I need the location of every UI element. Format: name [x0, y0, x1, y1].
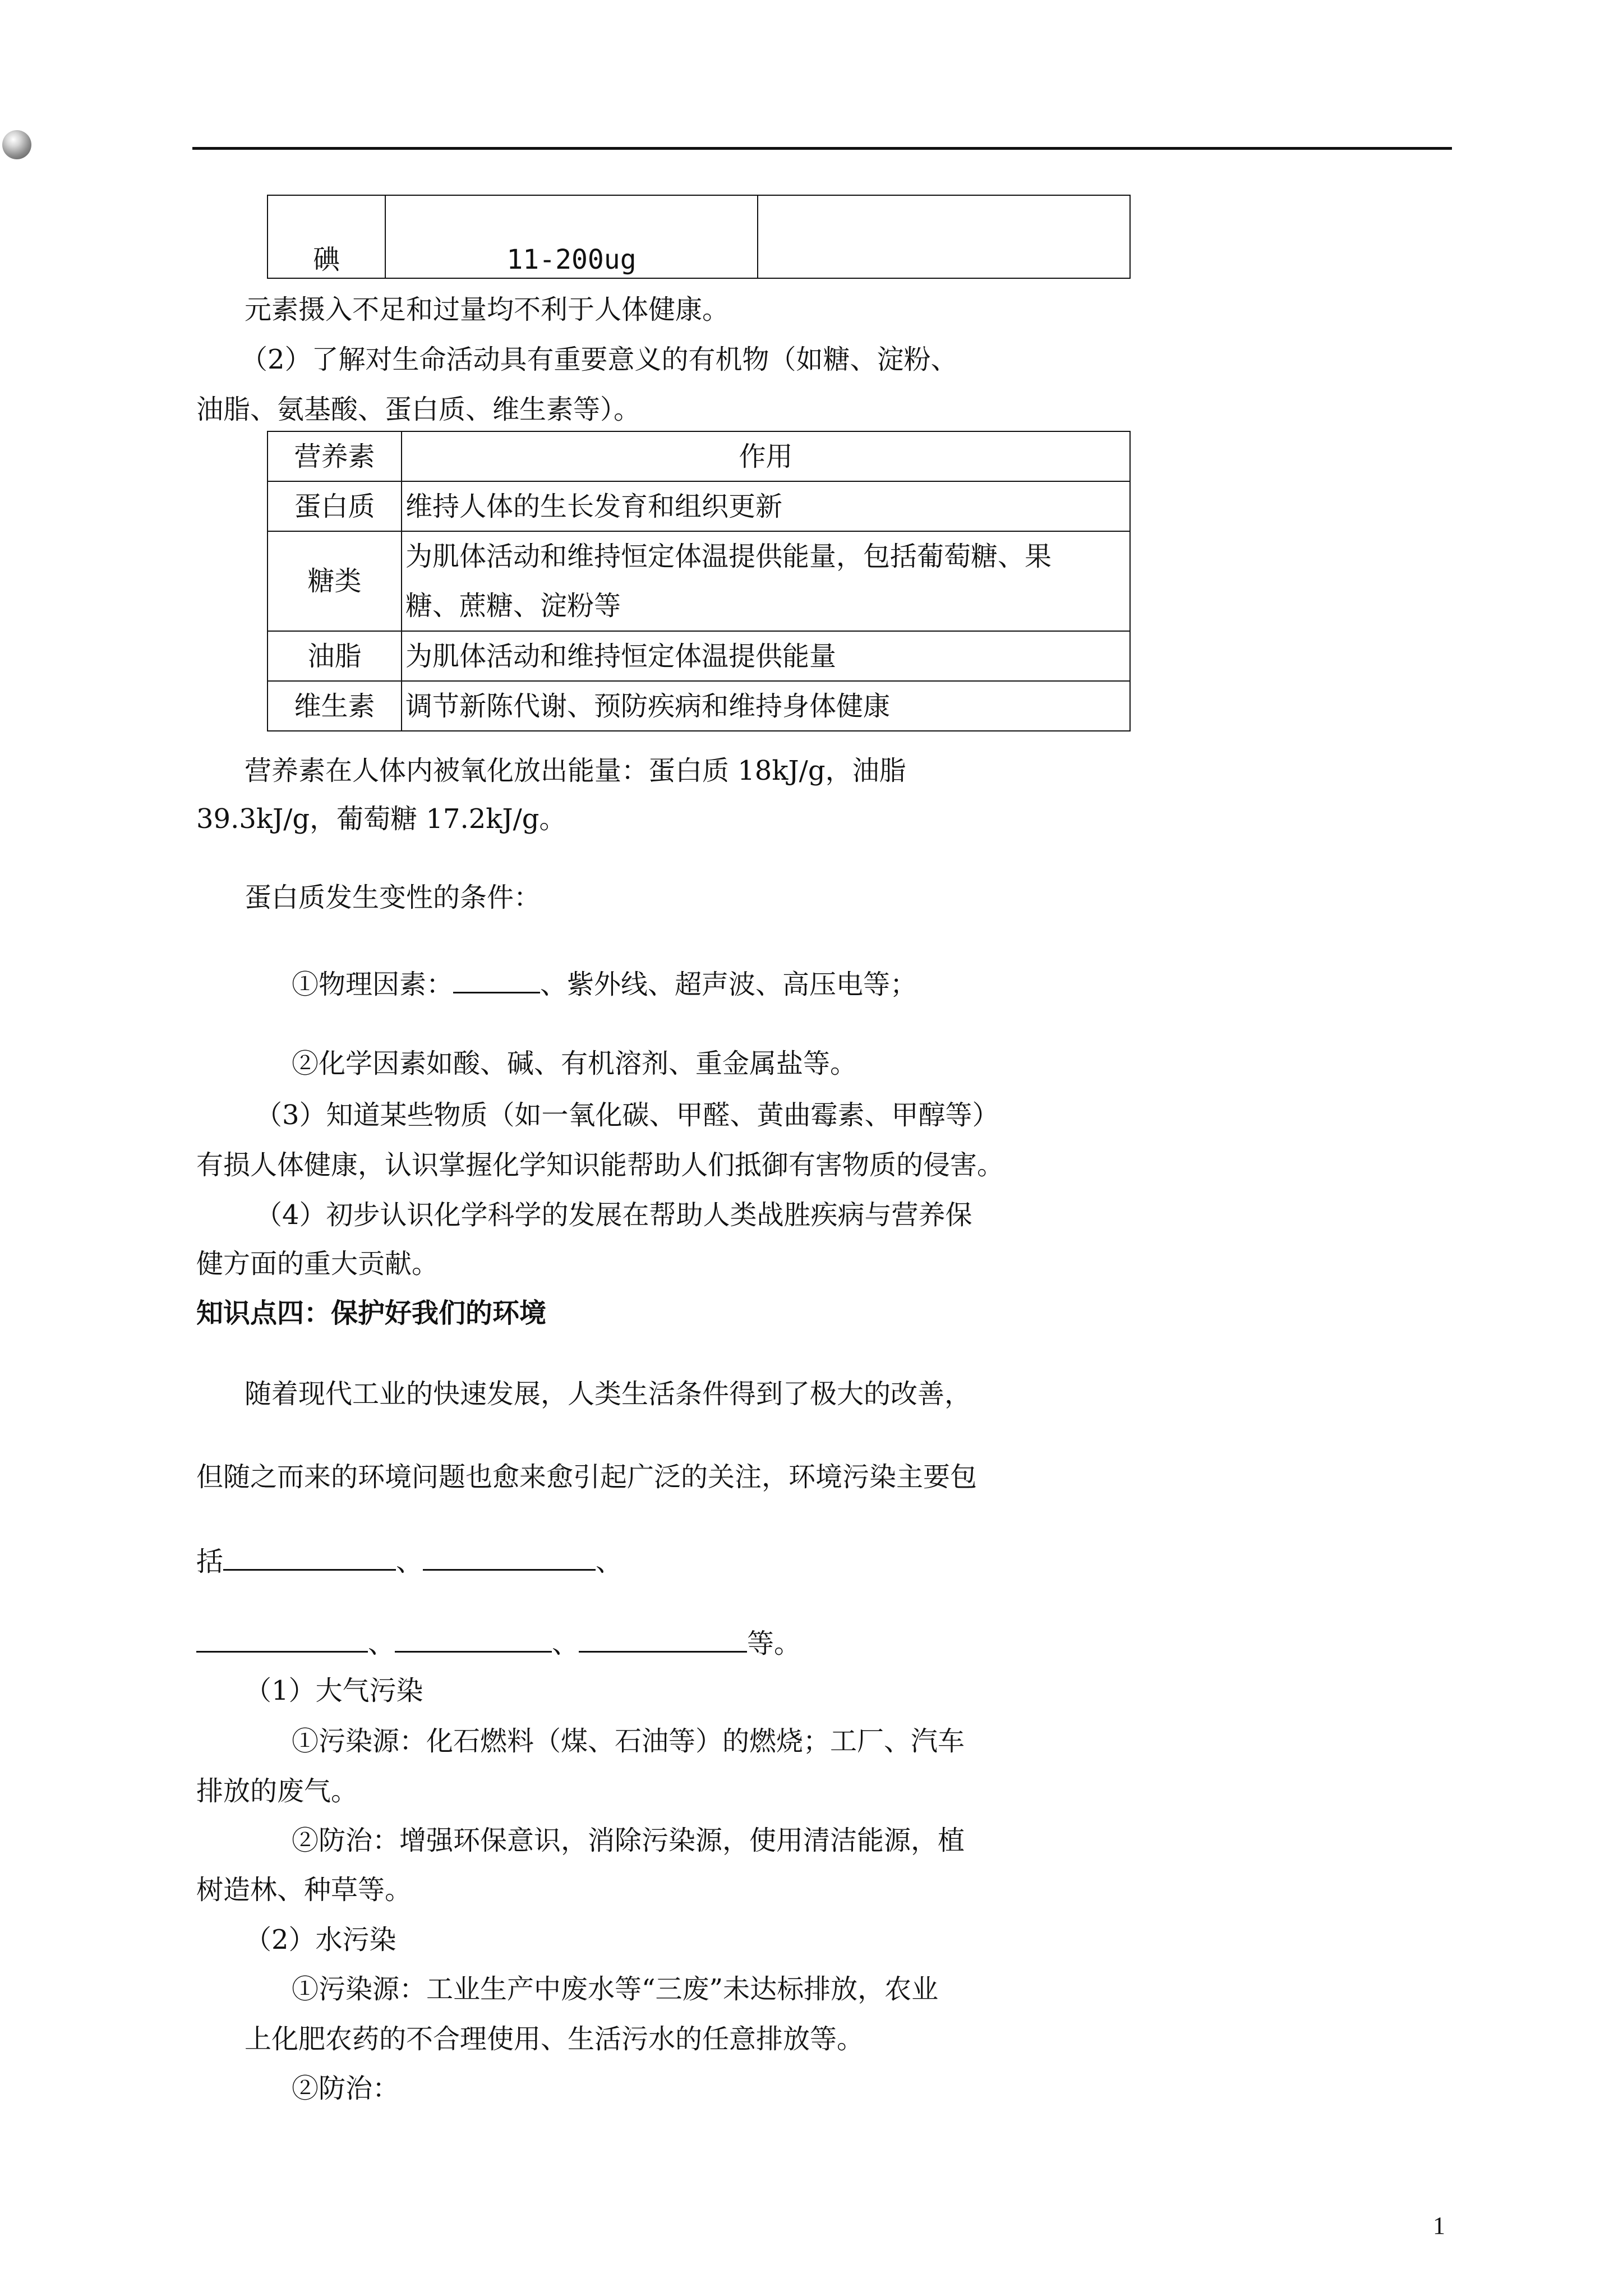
nutrient-function: 维持人体的生长发育和组织更新 [402, 481, 1130, 531]
table-row [268, 631, 1130, 681]
separator: 、 [368, 1628, 395, 1659]
page-number: 1 [1433, 2212, 1445, 2239]
paragraph-line [196, 1624, 801, 1660]
paragraph-line: ①污染源：工业生产中废水等“三废”未达标排放，农业 [292, 1973, 939, 2005]
paragraph-line: （3）知道某些物质（如一氧化碳、甲醛、黄曲霉素、甲醇等） [255, 1099, 999, 1131]
physical-factor-label: ①物理因素： [292, 969, 454, 1000]
empty-cell [758, 195, 1130, 278]
paragraph-line: （4）初步认识化学科学的发展在帮助人类战胜疾病与营养保 [255, 1199, 972, 1231]
fill-blank [579, 1624, 747, 1653]
paragraph-line: 有损人体健康，认识掌握化学知识能帮助人们抵御有害物质的侵害。 [196, 1149, 1004, 1181]
physical-factor-rest: 、紫外线、超声波、高压电等； [540, 969, 917, 1000]
paragraph-line: ①污染源：化石燃料（煤、石油等）的燃烧；工厂、汽车 [292, 1726, 965, 1757]
nutrient-function-line: 糖、蔗糖、淀粉等 [405, 590, 621, 622]
nutrient-function: 调节新陈代谢、预防疾病和维持身体健康 [402, 681, 1130, 731]
paragraph-line: 39.3kJ/g，葡萄糖 17.2kJ/g。 [196, 803, 566, 835]
paragraph-line: ②防治： [292, 2073, 400, 2104]
section-heading: 知识点四：保护好我们的环境 [196, 1297, 547, 1329]
paragraph-line: （2）了解对生命活动具有重要意义的有机物（如糖、淀粉、 [241, 344, 958, 375]
paragraph-line: 油脂、氨基酸、蛋白质、维生素等）。 [196, 394, 641, 425]
paragraph-line: 排放的废气。 [196, 1775, 358, 1807]
paragraph-line: 树造林、种草等。 [196, 1874, 412, 1906]
paragraph-line: ②化学因素如酸、碱、有机溶剂、重金属盐等。 [292, 1048, 857, 1079]
header-rule [192, 147, 1452, 150]
paragraph-line: 上化肥农药的不合理使用、生活污水的任意排放等。 [245, 2023, 864, 2055]
fill-blank [453, 965, 540, 993]
paragraph-line: ②防治：增强环保意识，消除污染源，使用清洁能源，植 [292, 1825, 965, 1856]
paragraph-line: 随着现代工业的快速发展，人类生活条件得到了极大的改善， [245, 1378, 972, 1410]
table-row [268, 681, 1130, 731]
fill-blank [196, 1624, 368, 1653]
fill-blank [423, 1542, 596, 1571]
decorative-sphere-icon [2, 130, 31, 159]
paragraph-line [196, 1542, 623, 1579]
separator: 、 [596, 1546, 623, 1577]
fill-blank [395, 1624, 552, 1653]
table-header-row [268, 431, 1130, 481]
nutrient-name: 糖类 [268, 531, 402, 631]
nutrient-function: 为肌体活动和维持恒定体温提供能量 [402, 631, 1130, 681]
amount-cell: 11-200ug [385, 195, 758, 278]
text-fragment: 等。 [747, 1628, 801, 1659]
header-function: 作用 [402, 431, 1130, 481]
paragraph-line: 蛋白质发生变性的条件： [245, 882, 541, 913]
nutrient-name: 油脂 [268, 631, 402, 681]
nutrient-table [267, 431, 1131, 731]
paragraph-line: 健方面的重大贡献。 [196, 1248, 439, 1280]
separator: 、 [552, 1628, 579, 1659]
text-fragment: 括 [196, 1546, 224, 1577]
table-row [268, 481, 1130, 531]
fill-blank [223, 1542, 396, 1571]
table-row [268, 531, 1130, 631]
nutrient-function-line: 为肌体活动和维持恒定体温提供能量，包括葡萄糖、果 [405, 541, 1052, 572]
element-cell: 碘 [268, 195, 385, 278]
nutrient-name: 蛋白质 [268, 481, 402, 531]
header-nutrient: 营养素 [268, 431, 402, 481]
paragraph-line: 营养素在人体内被氧化放出能量：蛋白质 18kJ/g，油脂 [245, 755, 906, 786]
table-row [268, 195, 1130, 278]
nutrient-name: 维生素 [268, 681, 402, 731]
trace-element-table [267, 195, 1131, 279]
separator: 、 [396, 1546, 423, 1577]
paragraph-line: （2）水污染 [245, 1924, 396, 1955]
paragraph-line: 元素摄入不足和过量均不利于人体健康。 [245, 294, 730, 325]
paragraph-line [292, 965, 917, 1001]
paragraph-line: 但随之而来的环境问题也愈来愈引起广泛的关注，环境污染主要包 [196, 1461, 978, 1493]
paragraph-line: （1）大气污染 [245, 1675, 423, 1706]
nutrient-function [402, 531, 1130, 631]
